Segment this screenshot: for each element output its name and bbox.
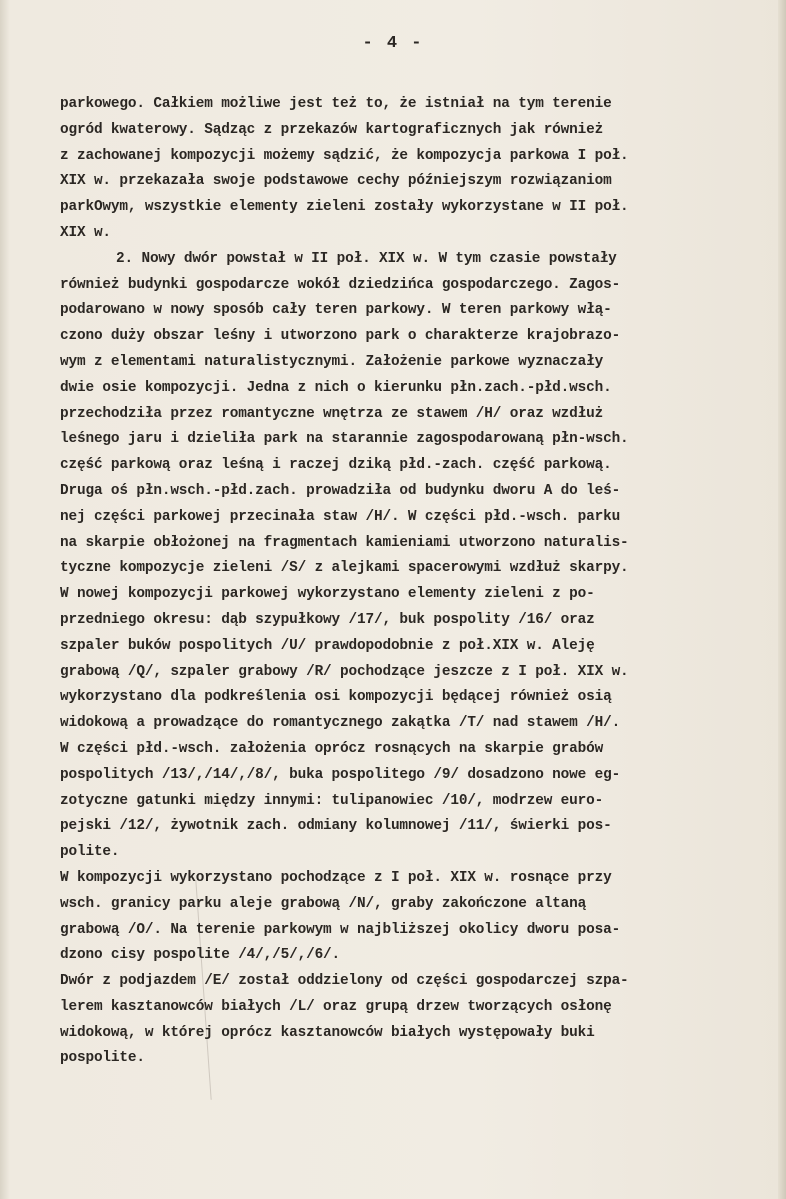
text-line: również budynki gospodarcze wokół dziedzińca gospodarczego. Zagos-	[60, 276, 621, 293]
document-body	[60, 92, 780, 1072]
text-line: pospolite.	[60, 1050, 145, 1067]
text-line: nej części parkowej przecinała staw /H/. W części płd.-wsch. parku	[60, 508, 621, 525]
text-line: tyczne kompozycje zieleni /S/ z alejkami spacerowymi wzdłuż skarpy.	[60, 560, 629, 577]
text-line: czono duży obszar leśny i utworzono park o charakterze krajobrazo-	[60, 328, 621, 345]
paragraph-start-line: 2. Nowy dwór powstał w II poł. XIX w. W tym czasie powstały	[116, 250, 617, 267]
text-line: lerem kasztanowców białych /L/ oraz grupą drzew tworzących osłonę	[60, 998, 612, 1015]
page-number: - 4 -	[362, 34, 424, 53]
text-line: Druga oś płn.wsch.-płd.zach. prowadziła od budynku dworu A do leś-	[60, 482, 621, 499]
text-line: przechodziła przez romantyczne wnętrza ze stawem /H/ oraz wzdłuż	[60, 405, 604, 422]
text-line: leśnego jaru i dzieliła park na starannie zagospodarowaną płn-wsch.	[60, 431, 629, 448]
text-line: na skarpie obłożonej na fragmentach kamieniami utworzono naturalis-	[60, 534, 629, 551]
text-line: przedniego okresu: dąb szypułkowy /17/, buk pospolity /16/ oraz	[60, 611, 595, 628]
text-line: XIX w.	[60, 224, 111, 241]
text-line: W kompozycji wykorzystano pochodzące z I poł. XIX w. rosnące przy	[60, 869, 612, 886]
text-line: zotyczne gatunki między innymi: tulipanowiec /10/, modrzew euro-	[60, 792, 604, 809]
text-line: wykorzystano dla podkreślenia osi kompozycji będącej również osią	[60, 689, 612, 706]
text-line: dwie osie kompozycji. Jedna z nich o kierunku płn.zach.-płd.wsch.	[60, 379, 612, 396]
text-line: szpaler buków pospolitych /U/ prawdopodobnie z poł.XIX w. Aleję	[60, 637, 595, 654]
text-line: grabową /O/. Na terenie parkowym w najbliższej okolicy dworu posa-	[60, 921, 621, 938]
text-line: podarowano w nowy sposób cały teren parkowy. W teren parkowy włą-	[60, 302, 612, 319]
text-line: pospolitych /13/,/14/,/8/, buka pospolitego /9/ dosadzono nowe eg-	[60, 766, 621, 783]
text-line: dzono cisy pospolite /4/,/5/,/6/.	[60, 947, 341, 964]
text-line: parkOwym, wszystkie elementy zieleni zostały wykorzystane w II poł.	[60, 199, 629, 216]
text-line: W nowej kompozycji parkowej wykorzystano elementy zieleni z po-	[60, 586, 595, 603]
text-line: widokową, w której oprócz kasztanowców białych występowały buki	[60, 1024, 595, 1041]
text-line: wym z elementami naturalistycznymi. Założenie parkowe wyznaczały	[60, 353, 604, 370]
text-line: XIX w. przekazała swoje podstawowe cechy późniejszym rozwiązaniom	[60, 173, 612, 190]
text-line: z zachowanej kompozycji możemy sądzić, że kompozycja parkowa I poł.	[60, 147, 629, 164]
text-line: pejski /12/, żywotnik zach. odmiany kolumnowej /11/, świerki pos-	[60, 818, 612, 835]
text-line: parkowego. Całkiem możliwe jest też to, że istniał na tym terenie	[60, 96, 612, 112]
text-line: ogród kwaterowy. Sądząc z przekazów kartograficznych jak również	[60, 121, 604, 138]
text-line: grabową /Q/, szpaler grabowy /R/ pochodzące jeszcze z I poł. XIX w.	[60, 663, 629, 680]
text-line: W części płd.-wsch. założenia oprócz rosnących na skarpie grabów	[60, 740, 604, 757]
text-line: część parkową oraz leśną i raczej dziką płd.-zach. część parkową.	[60, 457, 612, 474]
text-line: widokową a prowadzące do romantycznego zakątka /T/ nad stawem /H/.	[60, 715, 621, 732]
text-line: polite.	[60, 844, 120, 861]
text-line: wsch. granicy parku aleje grabową /N/, graby zakończone altaną	[60, 895, 587, 912]
text-line: Dwór z podjazdem /E/ został oddzielony od części gospodarczej szpa-	[60, 973, 629, 990]
